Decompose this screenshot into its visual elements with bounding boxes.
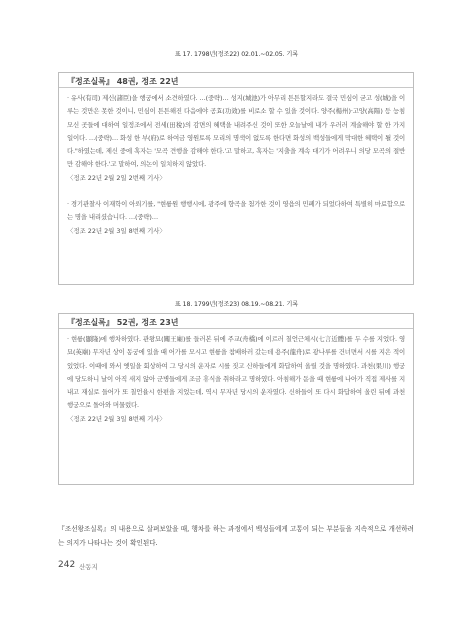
table-caption-18: 표 18. 1799년(정조23) 08.19.~08.21. 기록 (174, 301, 299, 308)
box-body (59, 88, 413, 247)
table-caption-17: 표 17. 1798년(정조22) 02.01.~02.05. 기록 (174, 51, 299, 58)
record-box-1 (58, 72, 414, 285)
record-paragraph: · 경기관찰사 이재학이 아뢰기를, "현륭원 행행시에, 광주에 향곡을 첨가한 것이 영읍의 민폐가 되었다하여 특별히 마료합으로는 명을 내리셨습니다. …(중략)… (67, 200, 405, 222)
page-number: 242 (58, 560, 76, 570)
box-title: 『정조실록』 52권, 정조 23년 (59, 314, 413, 329)
conclusion-paragraph: 『조선왕조실록』의 내용으로 살펴보았을 때, 행차를 하는 과정에서 백성들에게 고통이 되는 부분들을 지속적으로 개선하려는 의지가 나타나는 것이 확인된다. (58, 525, 414, 547)
source-citation: 〈정조 22년 2월 2일 2번째 기사〉 (67, 173, 166, 182)
record-paragraph: · 유사(有司) 제신(諸臣)을 행궁에서 소견하였다. …(중략)… 성지(城池)가 아무리 튼튼할지라도 결국 민심이 굳고 성(城)을 이루는 것만은 못한 것이니, 민심이 튼튼해진 다음에야 공효(功效)를 비로소 할 수 있을 것이다. 양주(楊州)·고양(高陽) 등 능침 모신 곳들에 대하여 일정조에서 전세(田稅)의 감면의 혜택을 내려주신 것이 또한 오늘날에 내가 우러러 계술해야 할 한 가지 일이다. …(중략)… 화성 한 부(府)로 하여금 영원토록 모리의 명색이 없도록 한다면 화성의 백성들에게 막대한 혜택이 될 것이다."하였는데, 제신 중에 혹자는 '모곡 견행을 감해야 한다.'고 말하고, 혹자는 '지출을 계속 대기가 어려우니 의당 모곡의 절반만 감해야 한다.'고 말하여, 의논이 일치하지 않았다. (67, 94, 405, 169)
box-body (59, 329, 413, 435)
box-title: 『정조실록』 48권, 정조 22년 (59, 73, 413, 88)
record-paragraph: · 현륭(顯隆)에 행차하였다. 관왕묘(關王廟)를 들러본 뒤에 주교(舟橋)에 이르러 칠언근체시(七言近體)를 두 수를 지었다. 영묘(英廟) 무자년 상이 동궁에 있을 때 어가를 모시고 현륭을 참배하러 갔는데 용주(龍舟)로 광나루를 건너면서 시를 지은 적이 있었다. 이때에 와서 옛일을 회상하여 그 당시의 운자로 시를 짓고 신하들에게 화답하여 올릴 것을 명하였다. 과천(果川) 행궁에 당도하니 날이 아직 새지 않아 군병들에게 조금 휴식을 취하라고 명하였다. 아침해가 돋을 때 현륭에 나아가 직접 제사를 지내고 재실로 들어가 또 칠언율시 한편을 지었는데, 역시 무자년 당시의 운자였다. 신하들이 또 다시 화답하여 올린 뒤에 과천 행궁으로 돌아와 머물렀다. (67, 335, 405, 410)
running-title: 산동지 (79, 563, 98, 571)
source-citation: 〈정조 22년 2월 3일 8번째 기사〉 (67, 414, 166, 423)
source-citation: 〈정조 22년 2월 3일 8번째 기사〉 (67, 226, 166, 235)
record-box-2 (58, 313, 414, 485)
